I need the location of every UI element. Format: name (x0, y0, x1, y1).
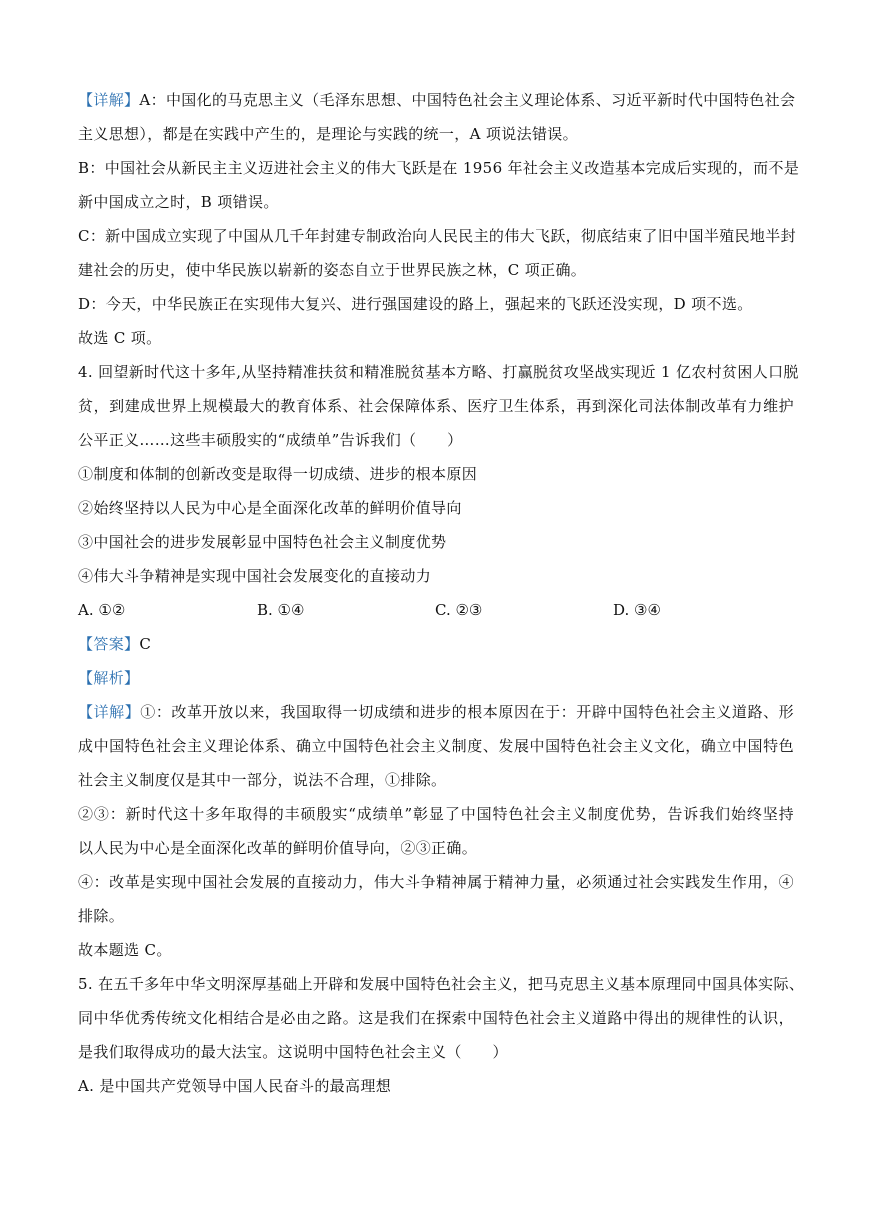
answer-value: C (139, 635, 152, 653)
q4-detail-line-6: ④：改革是实现中国社会发展的直接动力，伟大斗争精神属于精神力量，必须通过社会实践发生作用，④ (78, 873, 794, 891)
q4-analysis (78, 668, 794, 688)
q4-detail-line-5: 以人民为中心是全面深化改革的鲜明价值导向，②③正确。 (78, 839, 478, 857)
q4-conclusion: 故本题选 C。 (78, 941, 172, 959)
detail-tag: 【详解】 (78, 703, 141, 721)
q4-statement-4: ④伟大斗争精神是实现中国社会发展变化的直接动力 (78, 567, 432, 585)
q5-stem-line-2: 同中华优秀传统文化相结合是必由之路。这是我们在探索中国特色社会主义道路中得出的规律性的认识， (78, 1009, 794, 1027)
q3-detail-line-5: C：新中国成立实现了中国从几千年封建专制政治向人民民主的伟大飞跃，彻底结束了旧中国半殖民地半封 (78, 227, 796, 245)
q4-answer (78, 634, 794, 654)
q4-stem-line-3: 公平正义……这些丰硕殷实的“成绩单”告诉我们（ ） (78, 431, 463, 449)
q4-option-b: B. ①④ (257, 601, 305, 619)
analysis-tag: 【解析】 (78, 669, 140, 687)
q3-detail-line-6: 建社会的历史，使中华民族以崭新的姿态自立于世界民族之林，C 项正确。 (78, 261, 587, 279)
q4-statement-1: ①制度和体制的创新改变是取得一切成绩、进步的根本原因 (78, 465, 478, 483)
answer-tag: 【答案】 (78, 635, 140, 653)
q4-options (78, 600, 794, 620)
q4-detail-line-1 (78, 702, 794, 722)
q5-stem-line-3: 是我们取得成功的最大法宝。这说明中国特色社会主义（ ） (78, 1043, 508, 1061)
q3-detail-text-1: A：中国化的马克思主义（毛泽东思想、中国特色社会主义理论体系、习近平新时代中国特色社会 (139, 91, 796, 109)
q4-detail-text-1: ①：改革开放以来，我国取得一切成绩和进步的根本原因在于：开辟中国特色社会主义道路、形 (140, 703, 794, 721)
q4-detail-line-7: 排除。 (78, 907, 125, 925)
q4-statement-2: ②始终坚持以人民为中心是全面深化改革的鲜明价值导向 (78, 499, 462, 517)
detail-tag: 【详解】 (78, 91, 140, 109)
q5-option-a: A. 是中国共产党领导中国人民奋斗的最高理想 (78, 1077, 392, 1095)
q4-option-d: D. ③④ (613, 601, 661, 619)
q3-detail-line-2: 主义思想），都是在实践中产生的，是理论与实践的统一，A 项说法错误。 (78, 125, 579, 143)
q4-detail-line-2: 成中国特色社会主义理论体系、确立中国特色社会主义制度、发展中国特色社会主义文化，确立中国特色 (78, 737, 794, 755)
q4-stem-line-1: 4. 回望新时代这十多年,从坚持精准扶贫和精准脱贫基本方略、打赢脱贫攻坚战实现近 1 亿农村贫困人口脱 (78, 363, 799, 381)
q4-detail-line-3: 社会主义制度仅是其中一部分，说法不合理，①排除。 (78, 771, 447, 789)
q3-detail-line-4: 新中国成立之时，B 项错误。 (78, 193, 279, 211)
q4-option-a: A. ①② (78, 601, 126, 619)
q4-detail-line-4: ②③：新时代这十多年取得的丰硕殷实“成绩单”彰显了中国特色社会主义制度优势，告诉我们始终坚持 (78, 805, 794, 823)
q4-option-c: C. ②③ (435, 601, 483, 619)
q4-statement-3: ③中国社会的进步发展彰显中国特色社会主义制度优势 (78, 533, 447, 551)
q5-stem-line-1: 5. 在五千多年中华文明深厚基础上开辟和发展中国特色社会主义，把马克思主义基本原理同中国具体实际、 (78, 975, 805, 993)
q3-detail-line-1 (78, 90, 794, 110)
q3-detail-line-7: D：今天，中华民族正在实现伟大复兴、进行强国建设的路上，强起来的飞跃还没实现，D 项不选。 (78, 295, 753, 313)
q4-stem-line-2: 贫，到建成世界上规模最大的教育体系、社会保障体系、医疗卫生体系，再到深化司法体制改革有力维护 (78, 397, 794, 415)
q3-detail-line-3: B：中国社会从新民主主义迈进社会主义的伟大飞跃是在 1956 年社会主义改造基本完成后实现的，而不是 (78, 159, 800, 177)
q3-conclusion: 故选 C 项。 (78, 329, 162, 347)
